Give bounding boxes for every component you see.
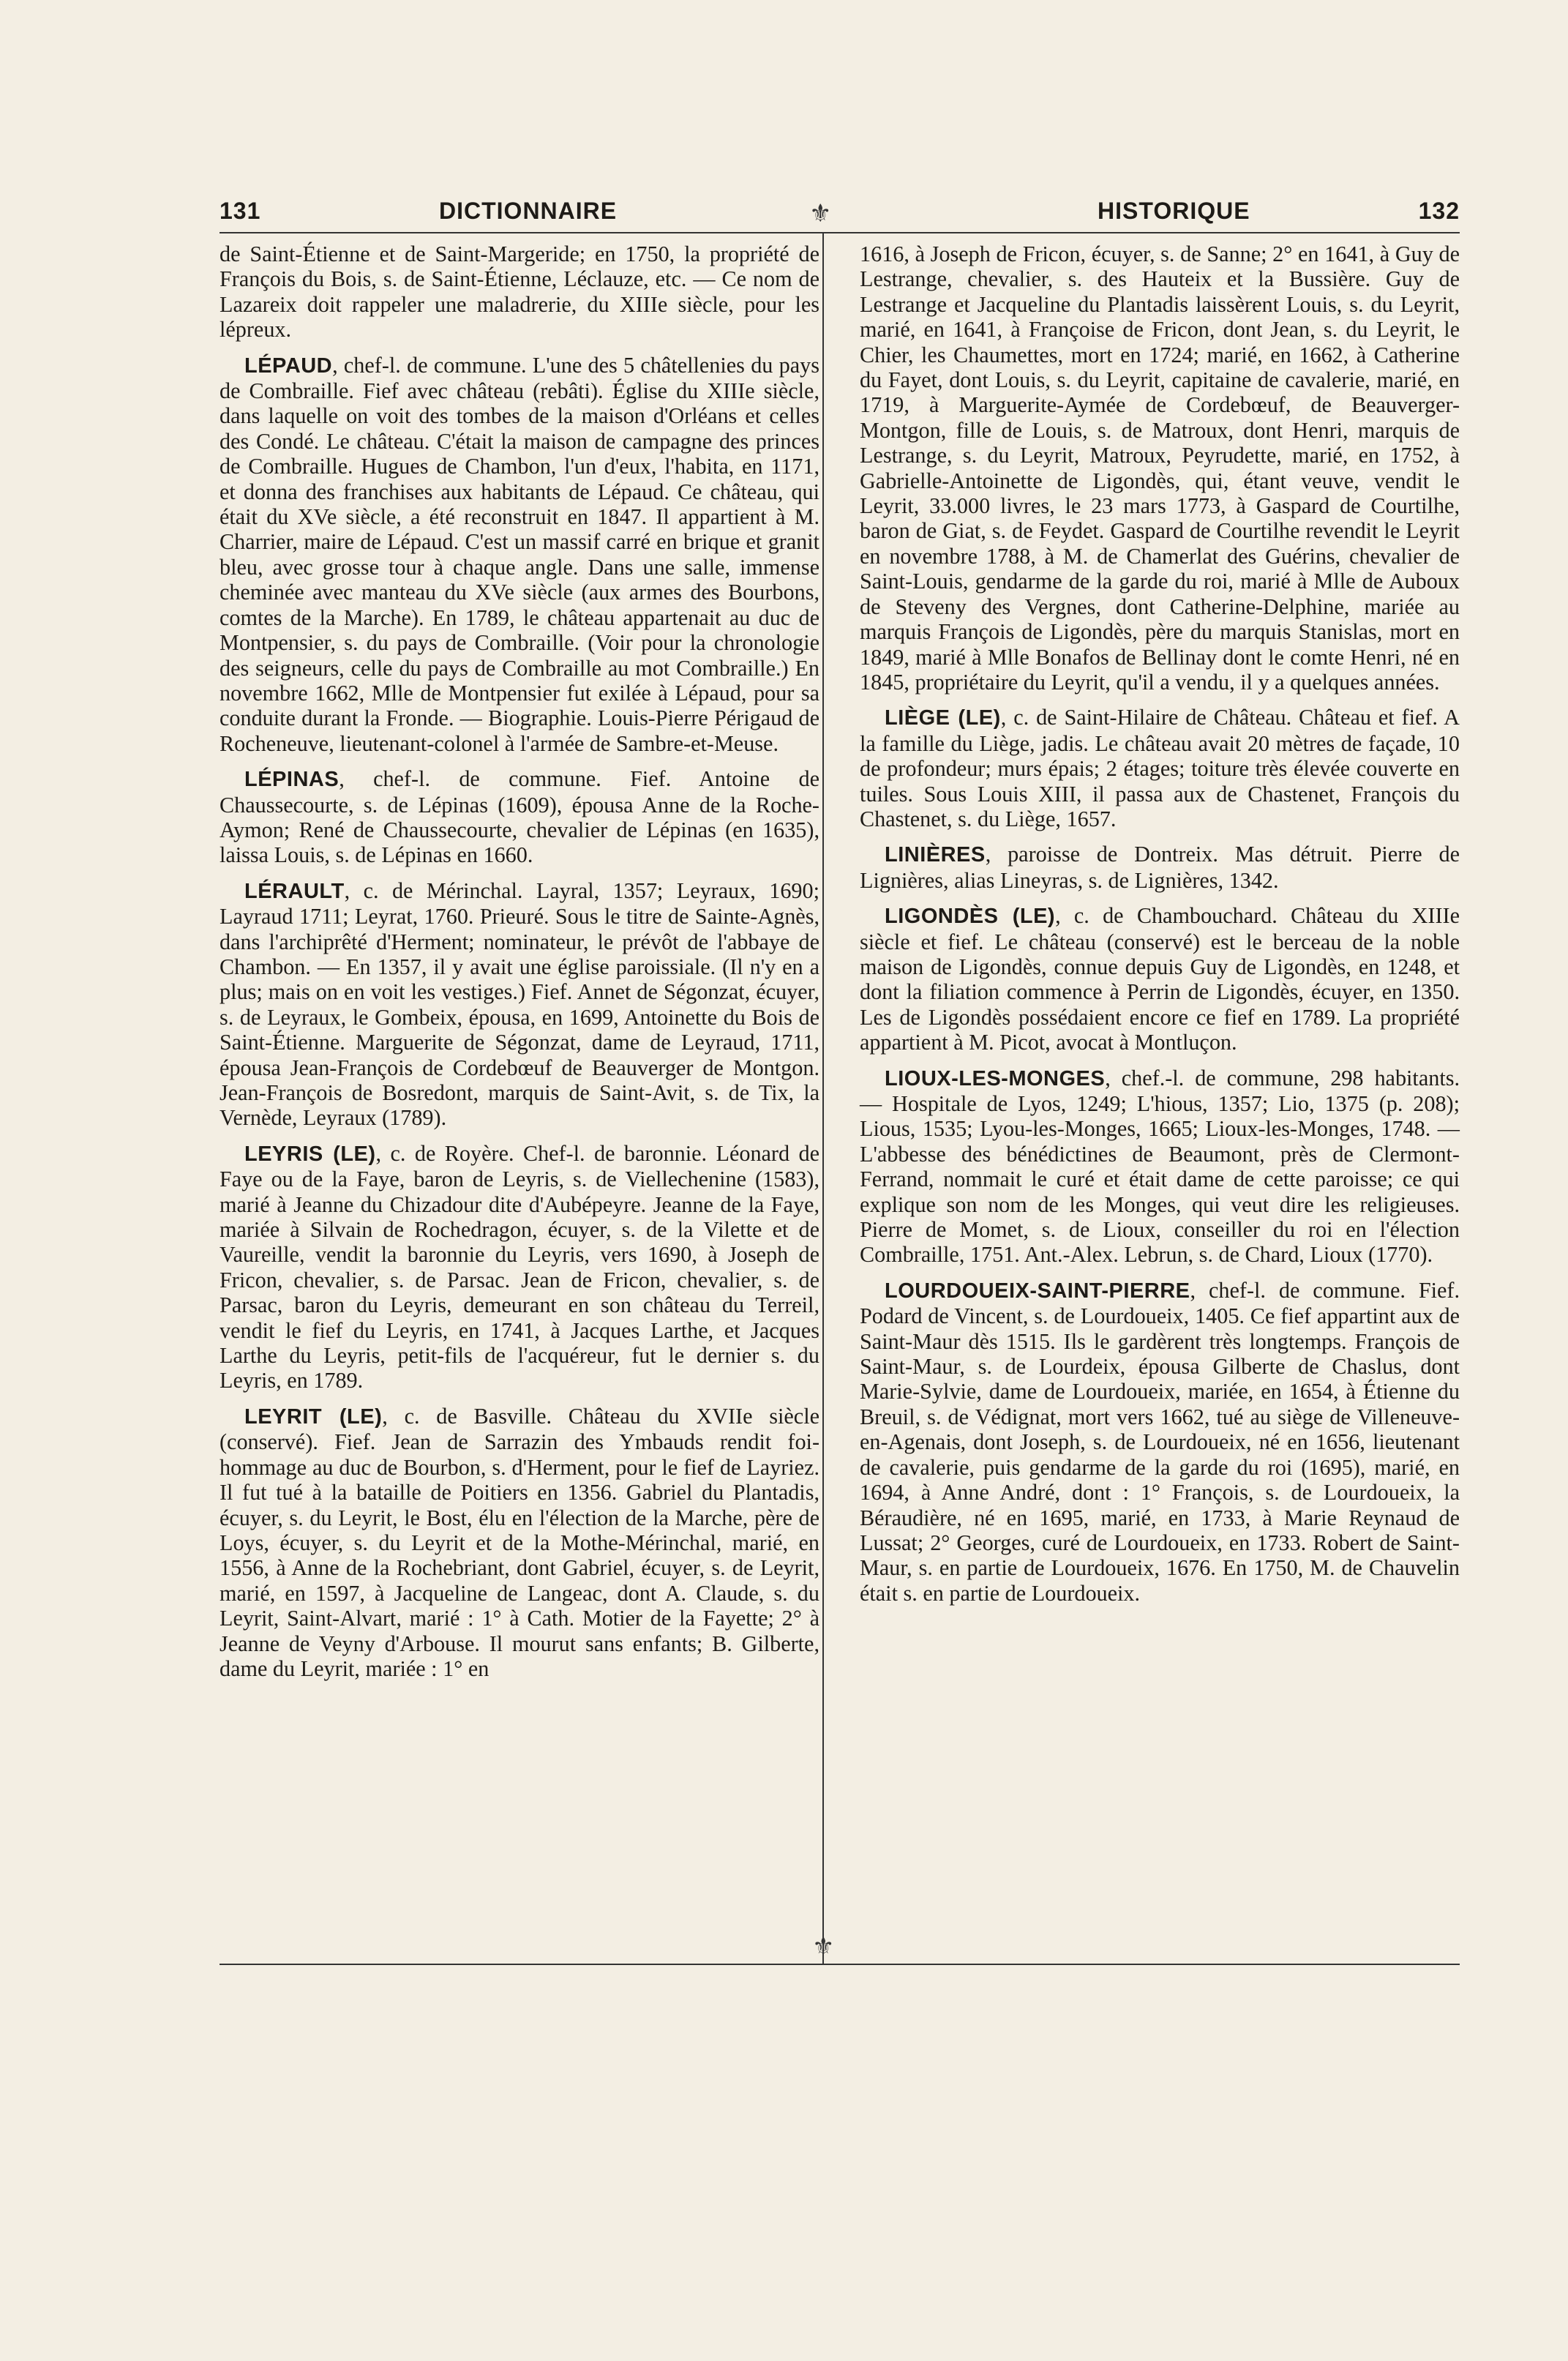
- entry-paragraph: [220, 766, 819, 868]
- left-column: [220, 242, 819, 1681]
- entry-text: , chef-l. de commune. Fief. Podard de Vincent, s. de Lourdoueix, 1405. Ce fief appartint aux de Saint-Maur dès 1515. Ils le gardèrent très longtemps. François de Saint-Maur, s. de Lourdeix, épousa Gilberte de Chaslus, dont Marie-Sylvie, dame de Lourdoueix, mariée, en 1654, à Étienne du Breuil, s. de Védignat, mort vers 1662, tué au siège de Villeneuve-en-Agenais, dont Joseph, s. de Lourdoueix, né en 1656, lieutenant de cavalerie, puis gendarme de la garde du roi (1695), marié, en 1694, à Anne André, dont : 1° François, s. de Lourdoueix, la Béraudière, né en 1695, marié, en 1733, à Marie Reynaud de Lussat; 2° Georges, curé de Lourdoueix, en 1733. Robert de Saint-Maur, s. en partie de Lourdoueix, 1676. En 1750, M. de Chauvelin était s. en partie de Lourdoueix.: [860, 1277, 1460, 1606]
- entry-headword: LÉPAUD: [244, 353, 333, 378]
- page-number-right: 132: [1418, 198, 1460, 224]
- entry-headword: LINIÈRES: [885, 843, 986, 867]
- entry-headword: LÉPINAS: [244, 768, 340, 792]
- entry-text: de Saint-Étienne et de Saint-Margeride; en 1750, la propriété de François du Bois, s. de Saint-Étienne, Léclauze, etc. — Ce nom de Lazareix doit rappeler une maladrerie, du XIIIe siècle, pour les lépreux.: [220, 242, 819, 343]
- header-rule: [220, 232, 1460, 233]
- entry-paragraph: [220, 242, 819, 343]
- entry-paragraph: [220, 1141, 819, 1393]
- entry-paragraph: [220, 1404, 819, 1681]
- entry-text: , c. de Royère. Chef-l. de baronnie. Léonard de Faye ou de la Faye, baron de Leyris, s. de Viellechenine (1583), marié à Jeanne du Chizadour dite d'Aubépeyre. Jeanne de la Faye, mariée à Silvain de Rochedragon, écuyer, s. de la Vilette et de Vaureille, vendit la baronnie du Leyris, vers 1690, à Joseph de Fricon, chevalier, s. de Parsac. Jean de Fricon, chevalier, s. de Parsac, baron du Leyris, demeurant en son château du Terreil, vendit le fief du Leyris, en 1741, à Jacques Larthe, et Jacques Larthe du Leyris, petit-fils de l'acquéreur, fut le dernier s. du Leyris, en 1789.: [220, 1140, 819, 1393]
- entry-text: , c. de Mérinchal. Layral, 1357; Leyraux, 1690; Layraud 1711; Leyrat, 1760. Prieuré. Sous le titre de Sainte-Agnès, dans l'archiprêté d'Herment; nominateur, le prévôt de l'abbaye de Chambon. — En 1357, il y avait une église paroissiale. (Il n'y en a plus; mais on en voit les vestiges.) Fief. Annet de Ségonzat, écuyer, s. de Leyraux, le Gombeix, épousa, en 1699, Antoinette du Bois de Saint-Étienne. Marguerite de Ségonzat, dame de Leyraud, 1711, épousa Jean-François de Cordebœuf de Beauverger de Montgon. Jean-François de Bosredont, marquis de Saint-Avit, s. de Tix, la Vernède, Leyraux (1789).: [220, 878, 819, 1131]
- entry-paragraph: [220, 878, 819, 1131]
- entry-paragraph: [860, 1278, 1460, 1606]
- entry-text: , c. de Chambouchard. Château du XIIIe siècle et fief. Le château (conservé) est le berceau de la noble maison de Ligondès, connue depuis Guy de Ligondès, en 1248, et dont la filiation commence à Perrin de Ligondès, écuyer, en 1350. Les de Ligondès possédaient encore ce fief en 1789. La propriété appartient à M. Picot, avocat à Montluçon.: [860, 903, 1460, 1055]
- footer-rule: [220, 1964, 1460, 1965]
- entry-headword: LEYRIT (LE): [244, 1404, 383, 1429]
- right-column: [860, 242, 1460, 1606]
- entry-paragraph: [860, 705, 1460, 831]
- running-title-right: HISTORIQUE: [1098, 198, 1250, 224]
- entry-paragraph: [860, 842, 1460, 893]
- entry-headword: LÉRAULT: [244, 879, 345, 903]
- running-title-left: DICTIONNAIRE: [439, 198, 618, 224]
- entry-text: , c. de Basville. Château du XVIIe siècle (conservé). Fief. Jean de Sarrazin des Ymbauds rendit foi-hommage au duc de Bourbon, s. d'Herment, pour le fief de Layriez. Il fut tué à la bataille de Poitiers en 1356. Gabriel du Plantadis, écuyer, s. du Leyrit, le Bost, élu en l'élection de la Marche, père de Loys, écuyer, s. du Leyrit et de la Mothe-Mérinchal, marié, en 1556, à Anne de la Rochebriant, dont Gabriel, écuyer, s. de Leyrit, marié, en 1597, à Jacqueline de Langeac, dont A. Claude, s. du Leyrit, Saint-Alvart, marié : 1° à Cath. Motier de la Fayette; 2° à Jeanne de Veyny d'Arbouse. Il mourut sans enfants; B. Gilberte, dame du Leyrit, mariée : 1° en: [220, 1403, 819, 1681]
- entry-paragraph: [220, 353, 819, 757]
- column-divider: [822, 233, 824, 1964]
- entry-paragraph: [860, 242, 1460, 695]
- entry-headword: LIÈGE (LE): [885, 706, 1001, 730]
- page-number-left: 131: [220, 198, 261, 224]
- entry-text: , paroisse de Dontreix. Mas détruit. Pierre de Lignières, alias Lineyras, s. de Lignières, 1342.: [860, 842, 1460, 893]
- running-header: [220, 198, 1460, 233]
- entry-paragraph: [860, 903, 1460, 1055]
- header-ornament-icon: ⚜: [809, 199, 832, 228]
- entry-text: , c. de Saint-Hilaire de Château. Château et fief. A la famille du Liège, jadis. Le château avait 20 mètres de façade, 10 de profondeur; murs épais; 2 étages; toiture très élevée couverte en tuiles. Sous Louis XIII, il passa aux de Chastenet, François du Chastenet, s. du Liège, 1657.: [860, 705, 1460, 831]
- entry-headword: LIOUX-LES-MONGES: [885, 1066, 1106, 1090]
- entry-text: , chef.-l. de commune, 298 habitants. — Hospitale de Lyos, 1249; L'hious, 1357; Lio, 1375 (p. 208); Lious, 1535; Lyou-les-Monges, 1665; Lioux-les-Monges, 1748. — L'abbesse des bénédictines de Beaumont, près de Clermont-Ferrand, nommait le curé et était dame de cette paroisse; ce qui explique son nom de les Monges, qui veut dire les religieuses. Pierre de Momet, s. de Lioux, conseiller du roi en l'élection Combraille, 1751. Ant.-Alex. Lebrun, s. de Chard, Lioux (1770).: [860, 1065, 1460, 1268]
- entry-text: 1616, à Joseph de Fricon, écuyer, s. de Sanne; 2° en 1641, à Guy de Lestrange, chevalier, s. des Hauteix et la Bussière. Guy de Lestrange et Jacqueline du Plantadis laissèrent Louis, s. du Leyrit, marié, en 1641, à Françoise de Fricon, dont Jean, s. du Leyrit, le Chier, les Chaumettes, mort en 1724; marié, en 1662, à Catherine du Fayet, dont Louis, s. du Leyrit, capitaine de cavalerie, marié, en 1719, à Marguerite-Aymée de Cordebœuf, de Beauverger-Montgon, fille de Louis, s. de Matroux, dont Henri, marquis de Lestrange, s. du Leyrit, Matroux, Peyrudette, marié, en 1752, à Gabrielle-Antoinette de Ligondès, qui, étant veuve, vendit le Leyrit, 33.000 livres, le 23 mars 1773, à Gaspard de Courtilhe, baron de Giat, s. de Feydet. Gaspard de Courtilhe revendit le Leyrit en novembre 1788, à M. de Chamerlat des Guérins, chevalier de Saint-Louis, gendarme de la garde du roi, marié à Mlle de Auboux de Steveny des Vergnes, dont Catherine-Delphine, mariée au marquis François de Ligondès, père du marquis Stanislas, mort en 1849, marié à Mlle Bonafos de Bellinay dont le comte Henri, né en 1845, propriétaire du Leyrit, qu'il a vendu, il y a quelques années.: [860, 242, 1460, 695]
- entry-headword: LIGONDÈS (LE): [885, 905, 1056, 929]
- entry-text: , chef-l. de commune. L'une des 5 châtellenies du pays de Combraille. Fief avec château (rebâti). Église du XIIIe siècle, dans laquelle on voit des tombes de la maison d'Orléans et celles des Condé. Le château. C'était la maison de campagne des princes de Combraille. Hugues de Chambon, l'un d'eux, l'habita, en 1171, et donna des franchises aux habitants de Lépaud. Ce château, qui était du XVe siècle, a été reconstruit en 1847. Il appartient à M. Charrier, maire de Lépaud. C'est un massif carré en brique et granit bleu, avec grosse tour à chaque angle. Dans une salle, immense cheminée avec manteau du XVe siècle (aux armes des Bourbons, comtes de la Marche). En 1789, le château appartenait au duc de Montpensier, s. du pays de Combraille. (Voir pour la chronologie des seigneurs, celle du pays de Combraille au mot Combraille.) En novembre 1662, Mlle de Montpensier fut exilée à Lépaud, pour sa conduite durant la Fronde. — Biographie. Louis-Pierre Périgaud de Rocheneuve, lieutenant-colonel à l'armée de Sambre-et-Meuse.: [220, 352, 819, 756]
- entry-paragraph: [860, 1066, 1460, 1268]
- entry-headword: LOURDOUEIX-SAINT-PIERRE: [885, 1279, 1190, 1303]
- entry-headword: LEYRIS (LE): [244, 1142, 376, 1166]
- footer-ornament-icon: ⚜: [812, 1932, 835, 1961]
- entry-text: , chef-l. de commune. Fief. Antoine de Chaussecourte, s. de Lépinas (1609), épousa Anne de la Roche-Aymon; René de Chaussecourte, chevalier de Lépinas (en 1635), laissa Louis, s. de Lépinas en 1660.: [220, 766, 819, 868]
